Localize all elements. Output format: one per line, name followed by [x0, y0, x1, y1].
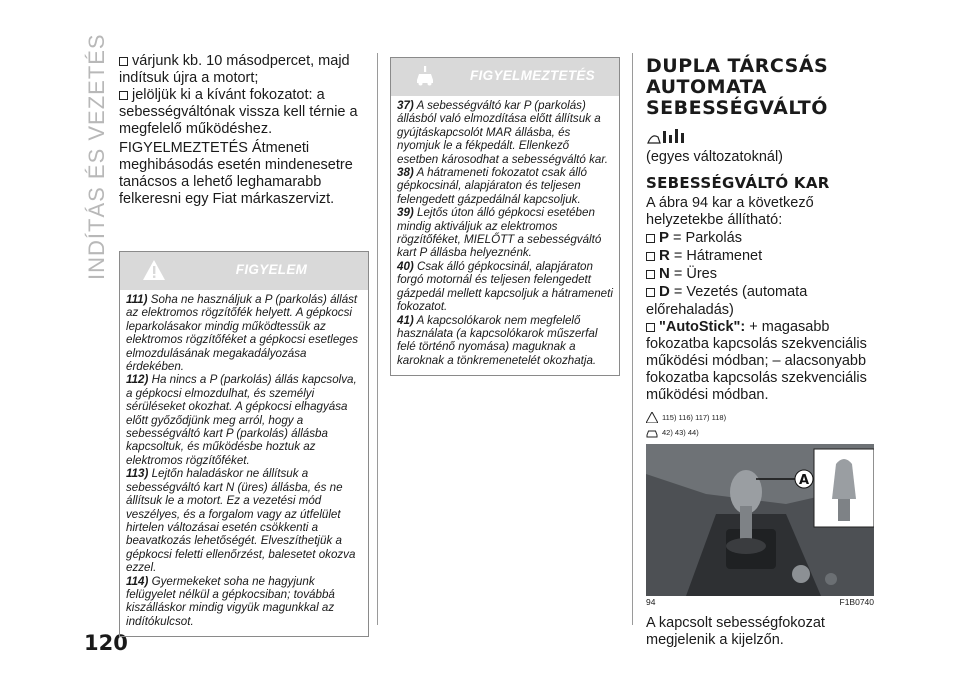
gear-item-p: P = Parkolás — [646, 229, 874, 247]
figure-caption — [646, 597, 874, 607]
warning-box — [119, 251, 369, 637]
gear-item-n: N = Üres — [646, 265, 874, 283]
checkbox-bullet-icon — [646, 323, 655, 332]
list-item: jelöljük ki a kívánt fokozatot: a sebességváltónak vissza kell térnie a megfelelő működéshez. — [119, 87, 358, 137]
warning-item: 39) Lejtős úton álló gépkocsi esetében mindig aktiváljuk az elektromos rögzítőféket, MIELŐTT a sebességváltó kart P állásba helyeznénk. — [397, 206, 602, 260]
checkbox-bullet-icon — [646, 288, 655, 297]
warning-item: 41) A kapcsolókarok nem megfelelő használata (a kapcsolókarok műszerfal felé történő nyomása) maguknak a karoknak a tönkremenetelét okozhatja. — [397, 313, 598, 367]
warning-item: 111) Soha ne használjuk a P (parkolás) állást az elektromos rögzítőfék helyett. A gépkocsi leparkolásakor mindig működtessük az elektromos rögzítőféket a gépkocsi esetleges elmozdulásának megakadályozása érdekében. — [126, 293, 358, 374]
autostick-item: "AutoStick": + magasabb fokozatba kapcsolás szekvenciális működési módban; – alacsonyabb fokozatba kapcsolás szekvenciális működési módban. — [646, 319, 867, 403]
checkbox-bullet-icon — [646, 270, 655, 279]
subsection-title: SEBESSÉGVÁLTÓ KAR — [646, 174, 830, 192]
paragraph: FIGYELMEZTETÉS Átmeneti meghibásodás esetén mindenesetre tanácsos a lehető leghamarabb felkeresni egy Fiat márkaszervizt. — [119, 140, 353, 207]
figure-number: 94 — [646, 597, 656, 607]
gear-lever-image — [646, 444, 874, 596]
gear-item-d: D = Vezetés (automata előrehaladás) — [646, 283, 808, 318]
caution-header — [391, 58, 619, 96]
list-item: várjunk kb. 10 másodpercet, majd indítsuk újra a motort; — [119, 53, 350, 86]
column-divider — [632, 53, 633, 625]
figure-code: F1B0740 — [839, 597, 874, 607]
gear-lever-figure — [646, 444, 874, 596]
chapter-title: INDÍTÁS ÉS VEZETÉS — [84, 33, 109, 280]
warning-title: FIGYELEM — [235, 262, 308, 277]
car-warning-icon — [646, 427, 658, 438]
warning-triangle-icon — [142, 258, 166, 282]
column-1 — [119, 53, 367, 637]
warning-header — [120, 252, 368, 290]
caution-refs: 42) 43) 44) — [646, 425, 874, 440]
warning-body — [120, 290, 368, 636]
variant-note: (egyes változatoknál) — [646, 149, 784, 165]
column-divider — [377, 53, 378, 625]
caution-box — [390, 57, 620, 376]
warning-item: 113) Lejtőn haladáskor ne állítsuk a sebességváltó kart N (üres) állásba, és ne állítsuk le a motort. Ez a vezetési mód veszélyes, és a forgalom vagy az útfelület hirtelen változásai esetén csökkenti a beavatkozás lehetőségét. Elveszíthetjük a gépkocsi feletti ellenőrzést, balesetet okozva ezzel. — [126, 467, 356, 575]
page-number: 120 — [84, 631, 128, 655]
checkbox-bullet-icon — [646, 252, 655, 261]
warning-item: 40) Csak álló gépkocsinál, alapjáraton forgó motornál és teljesen felengedett gázpedál mellett kapcsoljuk a hátrameneti fokozatot. — [397, 259, 613, 314]
warning-item: 37) A sebességváltó kar P (parkolás) állásból való elmozdítása előtt állítsuk a gyújtáskapcsolót MAR állásba, és nyomjuk le a fékpedált. Ellenkező esetben károsodhat a sebességváltó kar. — [397, 99, 608, 166]
closing-text: A kapcsolt sebességfokozat megjelenik a kijelzőn. — [646, 615, 825, 648]
section-title: DUPLA TÁRCSÁS AUTOMATA SEBESSÉGVÁLTÓ — [646, 55, 829, 119]
figure-callout-a: A — [798, 473, 810, 488]
drive-mode-icon — [646, 127, 688, 147]
caution-body — [391, 96, 619, 375]
warning-item: 38) A hátrameneti fokozatot csak álló gépkocsinál, alapjáraton és teljesen felengedett gázpedálnál kapcsoljuk. — [397, 166, 587, 206]
intro-text: A ábra 94 kar a következő helyzetekbe állítható: — [646, 195, 814, 228]
column-3 — [646, 56, 874, 649]
warning-refs: 115) 116) 117) 118) — [646, 410, 874, 425]
checkbox-bullet-icon — [119, 91, 128, 100]
warning-item: 114) Gyermekeket soha ne hagyjunk felügyelet nélkül a gépkocsiban; továbbá kiszálláskor mindig vigyük magunkkal az indítókulcsot. — [126, 574, 335, 628]
car-warning-icon — [413, 64, 437, 88]
column-2 — [390, 57, 618, 376]
checkbox-bullet-icon — [646, 234, 655, 243]
warning-item: 112) Ha nincs a P (parkolás) állás kapcsolva, a gépkocsi elmozdulhat, és személyi sérüléseket okozhat. A gépkocsi elhagyása előtt győződjünk meg arról, hogy a sebességváltó kart P (parkolás) állásba kapcsoltuk, és működésbe hoztuk az elektromos rögzítőféket. — [126, 373, 357, 467]
caution-title: FIGYELMEZTETÉS — [470, 68, 595, 83]
gear-item-r: R = Hátramenet — [646, 247, 874, 265]
warning-triangle-icon — [646, 412, 658, 423]
checkbox-bullet-icon — [119, 57, 128, 66]
